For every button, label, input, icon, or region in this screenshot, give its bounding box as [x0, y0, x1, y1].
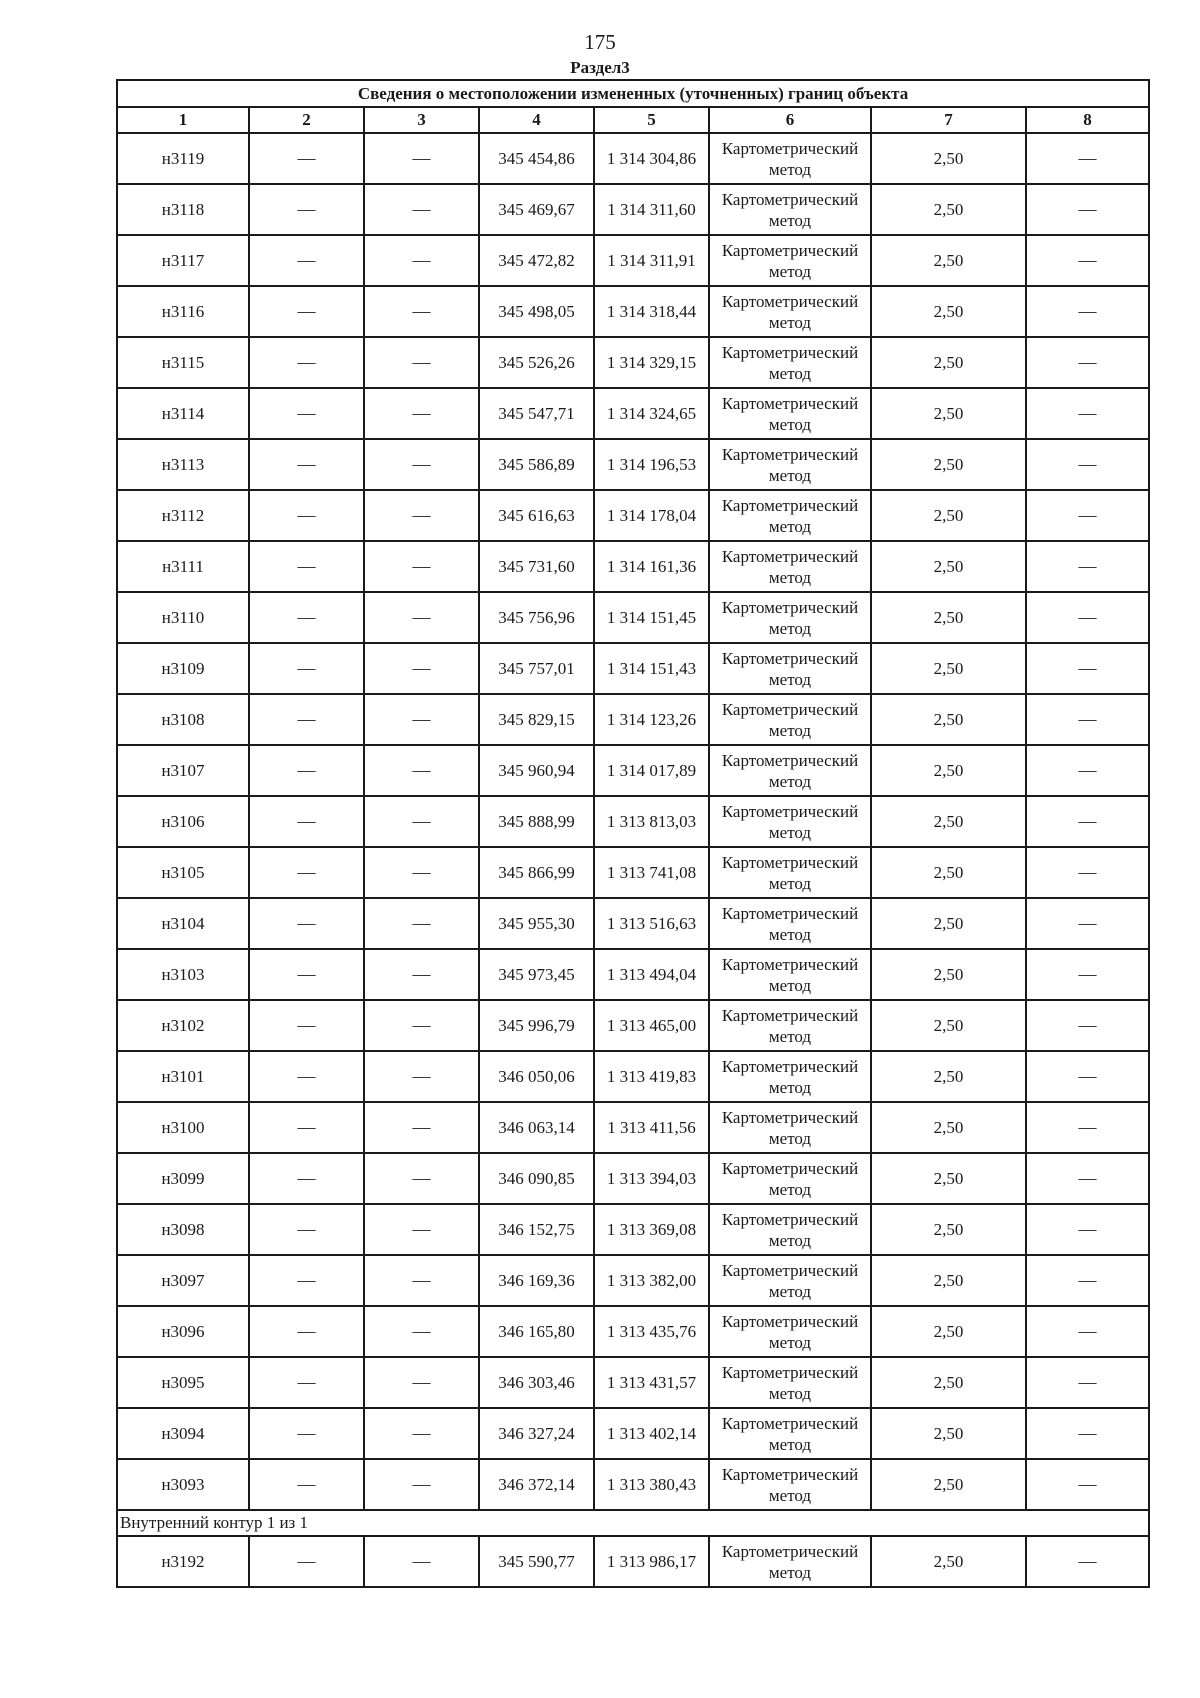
accuracy-cell: 2,50 [871, 796, 1026, 847]
method-cell: Картометрический метод [709, 1459, 871, 1510]
empty-value-cell: — [1026, 541, 1149, 592]
empty-value-cell: — [364, 898, 479, 949]
column-number: 8 [1026, 107, 1149, 133]
empty-value-cell: — [249, 898, 364, 949]
x-coordinate-cell: 345 829,15 [479, 694, 594, 745]
point-id-cell: н3119 [117, 133, 249, 184]
table-row [117, 1459, 1149, 1510]
empty-value-cell: — [364, 235, 479, 286]
point-id-cell: н3106 [117, 796, 249, 847]
x-coordinate-cell: 345 866,99 [479, 847, 594, 898]
accuracy-cell: 2,50 [871, 1306, 1026, 1357]
accuracy-cell: 2,50 [871, 541, 1026, 592]
empty-value-cell: — [249, 643, 364, 694]
table-row [117, 796, 1149, 847]
empty-value-cell: — [1026, 1255, 1149, 1306]
y-coordinate-cell: 1 314 178,04 [594, 490, 709, 541]
table-row [117, 1102, 1149, 1153]
table-row [117, 439, 1149, 490]
x-coordinate-cell: 345 888,99 [479, 796, 594, 847]
empty-value-cell: — [1026, 592, 1149, 643]
table-row [117, 235, 1149, 286]
empty-value-cell: — [364, 1357, 479, 1408]
table-row [117, 592, 1149, 643]
method-cell: Картометрический метод [709, 490, 871, 541]
empty-value-cell: — [364, 337, 479, 388]
x-coordinate-cell: 345 996,79 [479, 1000, 594, 1051]
point-id-cell: н3098 [117, 1204, 249, 1255]
empty-value-cell: — [364, 1255, 479, 1306]
table-row [117, 1153, 1149, 1204]
method-cell: Картометрический метод [709, 1102, 871, 1153]
table-row [117, 694, 1149, 745]
table-row [117, 1408, 1149, 1459]
accuracy-cell: 2,50 [871, 949, 1026, 1000]
point-id-cell: н3093 [117, 1459, 249, 1510]
empty-value-cell: — [1026, 337, 1149, 388]
point-id-cell: н3116 [117, 286, 249, 337]
empty-value-cell: — [1026, 1408, 1149, 1459]
x-coordinate-cell: 345 469,67 [479, 184, 594, 235]
accuracy-cell: 2,50 [871, 592, 1026, 643]
empty-value-cell: — [364, 796, 479, 847]
point-id-cell: н3110 [117, 592, 249, 643]
column-number: 3 [364, 107, 479, 133]
y-coordinate-cell: 1 314 161,36 [594, 541, 709, 592]
empty-value-cell: — [364, 694, 479, 745]
x-coordinate-cell: 346 169,36 [479, 1255, 594, 1306]
empty-value-cell: — [249, 1051, 364, 1102]
empty-value-cell: — [249, 1255, 364, 1306]
table-row [117, 490, 1149, 541]
empty-value-cell: — [364, 388, 479, 439]
accuracy-cell: 2,50 [871, 694, 1026, 745]
accuracy-cell: 2,50 [871, 490, 1026, 541]
accuracy-cell: 2,50 [871, 388, 1026, 439]
empty-value-cell: — [249, 133, 364, 184]
method-cell: Картометрический метод [709, 286, 871, 337]
empty-value-cell: — [249, 1357, 364, 1408]
method-cell: Картометрический метод [709, 1408, 871, 1459]
table-row [117, 388, 1149, 439]
method-cell: Картометрический метод [709, 1153, 871, 1204]
y-coordinate-cell: 1 314 329,15 [594, 337, 709, 388]
empty-value-cell: — [249, 184, 364, 235]
empty-value-cell: — [364, 286, 479, 337]
inner-contour-row [117, 1510, 1149, 1536]
empty-value-cell: — [364, 592, 479, 643]
table-row [117, 1255, 1149, 1306]
y-coordinate-cell: 1 313 465,00 [594, 1000, 709, 1051]
table-row [117, 898, 1149, 949]
empty-value-cell: — [1026, 439, 1149, 490]
y-coordinate-cell: 1 313 431,57 [594, 1357, 709, 1408]
empty-value-cell: — [249, 439, 364, 490]
empty-value-cell: — [1026, 1306, 1149, 1357]
accuracy-cell: 2,50 [871, 1153, 1026, 1204]
x-coordinate-cell: 345 973,45 [479, 949, 594, 1000]
empty-value-cell: — [364, 439, 479, 490]
empty-value-cell: — [1026, 643, 1149, 694]
y-coordinate-cell: 1 313 435,76 [594, 1306, 709, 1357]
table-row [117, 1000, 1149, 1051]
point-id-cell: н3100 [117, 1102, 249, 1153]
accuracy-cell: 2,50 [871, 745, 1026, 796]
y-coordinate-cell: 1 313 419,83 [594, 1051, 709, 1102]
empty-value-cell: — [249, 745, 364, 796]
method-cell: Картометрический метод [709, 1306, 871, 1357]
method-cell: Картометрический метод [709, 1536, 871, 1587]
table-row [117, 1051, 1149, 1102]
table-row [117, 337, 1149, 388]
y-coordinate-cell: 1 314 123,26 [594, 694, 709, 745]
column-number: 6 [709, 107, 871, 133]
point-id-cell: н3103 [117, 949, 249, 1000]
y-coordinate-cell: 1 314 324,65 [594, 388, 709, 439]
accuracy-cell: 2,50 [871, 643, 1026, 694]
x-coordinate-cell: 345 731,60 [479, 541, 594, 592]
empty-value-cell: — [364, 1204, 479, 1255]
empty-value-cell: — [1026, 1204, 1149, 1255]
y-coordinate-cell: 1 314 304,86 [594, 133, 709, 184]
column-number: 7 [871, 107, 1026, 133]
empty-value-cell: — [1026, 949, 1149, 1000]
empty-value-cell: — [364, 949, 479, 1000]
empty-value-cell: — [1026, 1000, 1149, 1051]
table-row [117, 1204, 1149, 1255]
table-row [117, 1306, 1149, 1357]
method-cell: Картометрический метод [709, 643, 871, 694]
point-id-cell: н3117 [117, 235, 249, 286]
method-cell: Картометрический метод [709, 337, 871, 388]
point-id-cell: н3109 [117, 643, 249, 694]
point-id-cell: н3105 [117, 847, 249, 898]
point-id-cell: н3118 [117, 184, 249, 235]
accuracy-cell: 2,50 [871, 133, 1026, 184]
empty-value-cell: — [1026, 1102, 1149, 1153]
point-id-cell: н3102 [117, 1000, 249, 1051]
method-cell: Картометрический метод [709, 847, 871, 898]
empty-value-cell: — [1026, 1153, 1149, 1204]
column-number: 5 [594, 107, 709, 133]
empty-value-cell: — [249, 490, 364, 541]
method-cell: Картометрический метод [709, 592, 871, 643]
point-id-cell: н3111 [117, 541, 249, 592]
point-id-cell: н3192 [117, 1536, 249, 1587]
empty-value-cell: — [1026, 847, 1149, 898]
accuracy-cell: 2,50 [871, 1051, 1026, 1102]
empty-value-cell: — [1026, 490, 1149, 541]
table-row [117, 949, 1149, 1000]
page-number: 175 [584, 30, 616, 54]
method-cell: Картометрический метод [709, 235, 871, 286]
table-caption: Сведения о местоположении измененных (уточненных) границ объекта [117, 80, 1149, 107]
accuracy-cell: 2,50 [871, 184, 1026, 235]
empty-value-cell: — [364, 1408, 479, 1459]
method-cell: Картометрический метод [709, 1204, 871, 1255]
y-coordinate-cell: 1 314 318,44 [594, 286, 709, 337]
empty-value-cell: — [249, 796, 364, 847]
x-coordinate-cell: 345 756,96 [479, 592, 594, 643]
empty-value-cell: — [1026, 1459, 1149, 1510]
method-cell: Картометрический метод [709, 133, 871, 184]
x-coordinate-cell: 346 090,85 [479, 1153, 594, 1204]
empty-value-cell: — [1026, 745, 1149, 796]
table-row [117, 643, 1149, 694]
y-coordinate-cell: 1 314 311,91 [594, 235, 709, 286]
method-cell: Картометрический метод [709, 1051, 871, 1102]
empty-value-cell: — [1026, 1536, 1149, 1587]
y-coordinate-cell: 1 314 311,60 [594, 184, 709, 235]
method-cell: Картометрический метод [709, 184, 871, 235]
empty-value-cell: — [1026, 694, 1149, 745]
x-coordinate-cell: 346 063,14 [479, 1102, 594, 1153]
x-coordinate-cell: 345 590,77 [479, 1536, 594, 1587]
table-row [117, 286, 1149, 337]
coordinates-table [116, 79, 1150, 1588]
empty-value-cell: — [364, 1536, 479, 1587]
point-id-cell: н3101 [117, 1051, 249, 1102]
empty-value-cell: — [249, 1459, 364, 1510]
x-coordinate-cell: 345 454,86 [479, 133, 594, 184]
empty-value-cell: — [249, 694, 364, 745]
empty-value-cell: — [364, 1459, 479, 1510]
point-id-cell: н3104 [117, 898, 249, 949]
x-coordinate-cell: 345 498,05 [479, 286, 594, 337]
point-id-cell: н3095 [117, 1357, 249, 1408]
x-coordinate-cell: 346 327,24 [479, 1408, 594, 1459]
empty-value-cell: — [249, 541, 364, 592]
y-coordinate-cell: 1 313 986,17 [594, 1536, 709, 1587]
empty-value-cell: — [249, 949, 364, 1000]
accuracy-cell: 2,50 [871, 1408, 1026, 1459]
empty-value-cell: — [364, 847, 479, 898]
method-cell: Картометрический метод [709, 796, 871, 847]
empty-value-cell: — [1026, 184, 1149, 235]
table-row [117, 133, 1149, 184]
y-coordinate-cell: 1 313 382,00 [594, 1255, 709, 1306]
empty-value-cell: — [1026, 1051, 1149, 1102]
y-coordinate-cell: 1 313 516,63 [594, 898, 709, 949]
column-number: 1 [117, 107, 249, 133]
accuracy-cell: 2,50 [871, 235, 1026, 286]
x-coordinate-cell: 345 757,01 [479, 643, 594, 694]
x-coordinate-cell: 346 152,75 [479, 1204, 594, 1255]
y-coordinate-cell: 1 313 494,04 [594, 949, 709, 1000]
accuracy-cell: 2,50 [871, 1357, 1026, 1408]
empty-value-cell: — [364, 1306, 479, 1357]
section-title: Раздел3 [570, 58, 630, 77]
empty-value-cell: — [249, 388, 364, 439]
empty-value-cell: — [364, 541, 479, 592]
empty-value-cell: — [364, 643, 479, 694]
empty-value-cell: — [249, 1408, 364, 1459]
column-number: 2 [249, 107, 364, 133]
y-coordinate-cell: 1 314 151,43 [594, 643, 709, 694]
empty-value-cell: — [364, 1102, 479, 1153]
empty-value-cell: — [249, 286, 364, 337]
empty-value-cell: — [364, 745, 479, 796]
accuracy-cell: 2,50 [871, 1102, 1026, 1153]
empty-value-cell: — [364, 490, 479, 541]
empty-value-cell: — [364, 133, 479, 184]
empty-value-cell: — [249, 592, 364, 643]
accuracy-cell: 2,50 [871, 286, 1026, 337]
point-id-cell: н3094 [117, 1408, 249, 1459]
empty-value-cell: — [1026, 286, 1149, 337]
y-coordinate-cell: 1 314 196,53 [594, 439, 709, 490]
empty-value-cell: — [364, 184, 479, 235]
y-coordinate-cell: 1 313 813,03 [594, 796, 709, 847]
method-cell: Картометрический метод [709, 1000, 871, 1051]
table-row [117, 541, 1149, 592]
x-coordinate-cell: 345 616,63 [479, 490, 594, 541]
empty-value-cell: — [364, 1000, 479, 1051]
point-id-cell: н3112 [117, 490, 249, 541]
method-cell: Картометрический метод [709, 1255, 871, 1306]
point-id-cell: н3115 [117, 337, 249, 388]
accuracy-cell: 2,50 [871, 847, 1026, 898]
method-cell: Картометрический метод [709, 388, 871, 439]
empty-value-cell: — [1026, 388, 1149, 439]
empty-value-cell: — [1026, 898, 1149, 949]
accuracy-cell: 2,50 [871, 439, 1026, 490]
accuracy-cell: 2,50 [871, 898, 1026, 949]
method-cell: Картометрический метод [709, 898, 871, 949]
x-coordinate-cell: 346 165,80 [479, 1306, 594, 1357]
x-coordinate-cell: 346 372,14 [479, 1459, 594, 1510]
y-coordinate-cell: 1 313 369,08 [594, 1204, 709, 1255]
empty-value-cell: — [249, 847, 364, 898]
empty-value-cell: — [249, 337, 364, 388]
x-coordinate-cell: 345 526,26 [479, 337, 594, 388]
x-coordinate-cell: 345 586,89 [479, 439, 594, 490]
table-row [117, 847, 1149, 898]
empty-value-cell: — [364, 1051, 479, 1102]
accuracy-cell: 2,50 [871, 1459, 1026, 1510]
empty-value-cell: — [1026, 1357, 1149, 1408]
y-coordinate-cell: 1 313 411,56 [594, 1102, 709, 1153]
empty-value-cell: — [249, 1306, 364, 1357]
point-id-cell: н3096 [117, 1306, 249, 1357]
method-cell: Картометрический метод [709, 745, 871, 796]
method-cell: Картометрический метод [709, 541, 871, 592]
empty-value-cell: — [364, 1153, 479, 1204]
point-id-cell: н3107 [117, 745, 249, 796]
accuracy-cell: 2,50 [871, 1255, 1026, 1306]
x-coordinate-cell: 345 955,30 [479, 898, 594, 949]
accuracy-cell: 2,50 [871, 1204, 1026, 1255]
empty-value-cell: — [1026, 133, 1149, 184]
y-coordinate-cell: 1 313 402,14 [594, 1408, 709, 1459]
empty-value-cell: — [249, 1102, 364, 1153]
x-coordinate-cell: 345 547,71 [479, 388, 594, 439]
empty-value-cell: — [1026, 796, 1149, 847]
empty-value-cell: — [1026, 235, 1149, 286]
inner-contour-label: Внутренний контур 1 из 1 [117, 1510, 1149, 1536]
y-coordinate-cell: 1 313 380,43 [594, 1459, 709, 1510]
method-cell: Картометрический метод [709, 694, 871, 745]
x-coordinate-cell: 346 303,46 [479, 1357, 594, 1408]
y-coordinate-cell: 1 314 017,89 [594, 745, 709, 796]
table-row [117, 1536, 1149, 1587]
method-cell: Картометрический метод [709, 1357, 871, 1408]
accuracy-cell: 2,50 [871, 1536, 1026, 1587]
point-id-cell: н3108 [117, 694, 249, 745]
empty-value-cell: — [249, 1536, 364, 1587]
point-id-cell: н3097 [117, 1255, 249, 1306]
empty-value-cell: — [249, 1000, 364, 1051]
table-row [117, 1357, 1149, 1408]
accuracy-cell: 2,50 [871, 337, 1026, 388]
y-coordinate-cell: 1 314 151,45 [594, 592, 709, 643]
empty-value-cell: — [249, 235, 364, 286]
accuracy-cell: 2,50 [871, 1000, 1026, 1051]
x-coordinate-cell: 346 050,06 [479, 1051, 594, 1102]
table-row [117, 745, 1149, 796]
y-coordinate-cell: 1 313 394,03 [594, 1153, 709, 1204]
empty-value-cell: — [249, 1153, 364, 1204]
point-id-cell: н3099 [117, 1153, 249, 1204]
point-id-cell: н3114 [117, 388, 249, 439]
method-cell: Картометрический метод [709, 439, 871, 490]
column-number: 4 [479, 107, 594, 133]
table-row [117, 184, 1149, 235]
method-cell: Картометрический метод [709, 949, 871, 1000]
empty-value-cell: — [249, 1204, 364, 1255]
x-coordinate-cell: 345 472,82 [479, 235, 594, 286]
x-coordinate-cell: 345 960,94 [479, 745, 594, 796]
y-coordinate-cell: 1 313 741,08 [594, 847, 709, 898]
point-id-cell: н3113 [117, 439, 249, 490]
